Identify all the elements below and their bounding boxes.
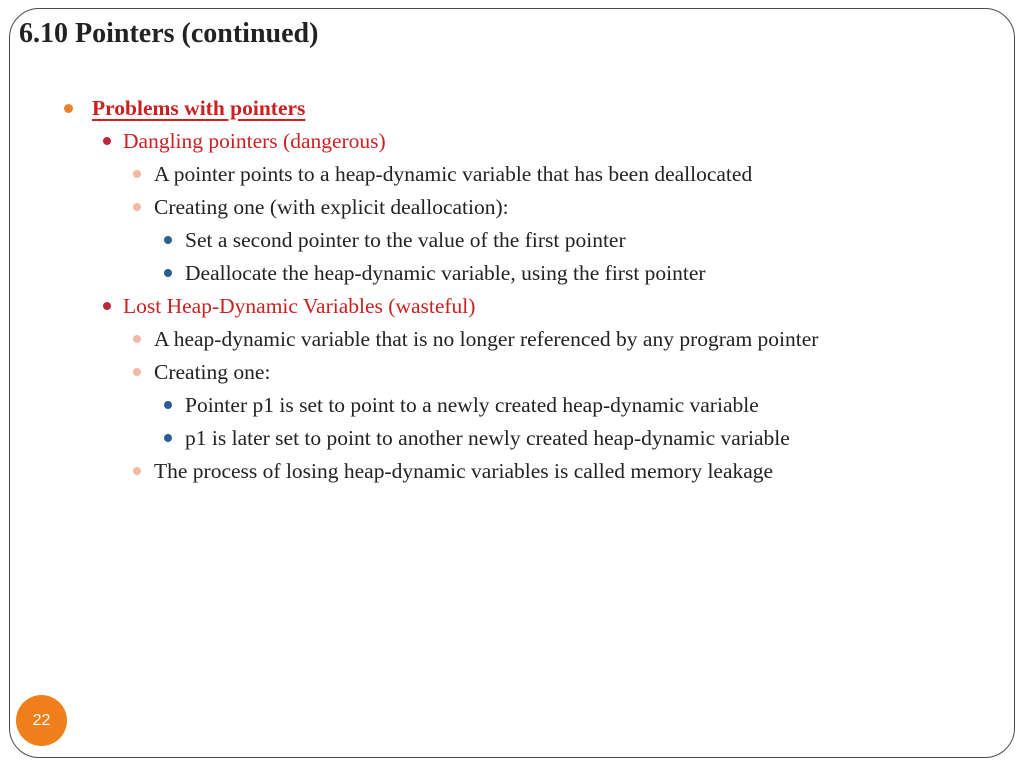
outline-item — [0, 125, 1024, 158]
outline-item — [0, 191, 1024, 224]
bullet-dot-icon — [133, 203, 141, 211]
page-number-badge: 22 — [16, 695, 67, 746]
outline-item — [0, 92, 1024, 125]
outline-text: Creating one: — [154, 360, 271, 384]
outline-text: Deallocate the heap-dynamic variable, using the first pointer — [185, 261, 706, 285]
outline-item — [0, 224, 1024, 257]
bullet-dot-icon — [133, 467, 141, 475]
slide-title: 6.10 Pointers (continued) — [19, 18, 319, 49]
outline-text: Lost Heap-Dynamic Variables (wasteful) — [123, 294, 476, 318]
bullet-dot-icon — [164, 269, 172, 277]
outline-text: Problems with pointers — [92, 96, 306, 120]
outline-item — [0, 455, 1024, 488]
outline-item — [0, 323, 1024, 356]
bullet-dot-icon — [164, 434, 172, 442]
slide-content — [0, 92, 1024, 488]
bullet-dot-icon — [133, 335, 141, 343]
outline-text: A pointer points to a heap-dynamic variable that has been deallocated — [154, 162, 753, 186]
outline-text: Set a second pointer to the value of the first pointer — [185, 228, 626, 252]
bullet-dot-icon — [103, 302, 111, 310]
outline-item — [0, 422, 1024, 455]
bullet-dot-icon — [103, 137, 111, 145]
bullet-dot-icon — [64, 104, 73, 113]
outline-text: Pointer p1 is set to point to a newly created heap-dynamic variable — [185, 393, 759, 417]
outline-item — [0, 389, 1024, 422]
outline-item — [0, 290, 1024, 323]
outline-text: A heap-dynamic variable that is no longer referenced by any program pointer — [154, 327, 819, 351]
outline-text: Creating one (with explicit deallocation): — [154, 195, 509, 219]
bullet-dot-icon — [164, 401, 172, 409]
outline-text: The process of losing heap-dynamic variables is called memory leakage — [154, 459, 774, 483]
bullet-dot-icon — [133, 368, 141, 376]
outline-text: p1 is later set to point to another newly created heap-dynamic variable — [185, 426, 790, 450]
outline-text: Dangling pointers (dangerous) — [123, 129, 386, 153]
outline-item — [0, 158, 1024, 191]
outline-item — [0, 356, 1024, 389]
outline-item — [0, 257, 1024, 290]
bullet-dot-icon — [164, 236, 172, 244]
bullet-dot-icon — [133, 170, 141, 178]
